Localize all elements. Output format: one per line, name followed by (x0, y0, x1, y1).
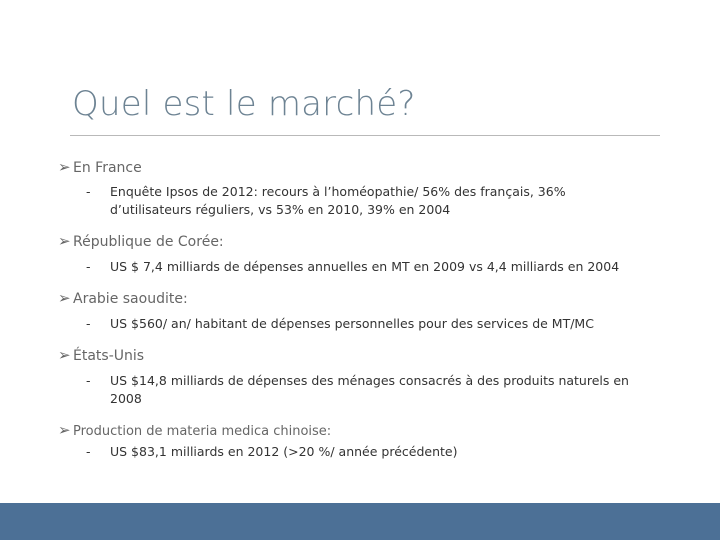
list-item-text: Enquête Ipsos de 2012: recours à l’homéopathie/ 56% des français, 36% d’utilisateurs réguliers, vs 53% en 2010, 39% en 2004 (110, 184, 566, 217)
section-heading-france (58, 160, 142, 176)
arrow-bullet-icon: ➢ (58, 421, 71, 439)
section-heading-label: Production de materia medica chinoise: (73, 424, 332, 439)
list-item (86, 183, 646, 219)
section-heading-materia-medica (58, 423, 331, 439)
footer-band (0, 503, 720, 540)
list-item-text: US $ 7,4 milliards de dépenses annuelles en MT en 2009 vs 4,4 milliards en 2004 (110, 259, 620, 274)
list-item (86, 258, 646, 276)
section-heading-arabie (58, 291, 188, 307)
arrow-bullet-icon: ➢ (58, 232, 71, 250)
dash-bullet: - (86, 316, 91, 331)
arrow-bullet-icon: ➢ (58, 346, 71, 364)
section-heading-label: États-Unis (73, 348, 145, 364)
list-item-text: US $560/ an/ habitant de dépenses personnelles pour des services de MT/MC (110, 316, 594, 331)
list-item (86, 443, 646, 461)
arrow-bullet-icon: ➢ (58, 289, 71, 307)
dash-bullet: - (86, 184, 91, 199)
arrow-bullet-icon: ➢ (58, 158, 71, 176)
dash-bullet: - (86, 259, 91, 274)
list-item-text: US $14,8 milliards de dépenses des ménages consacrés à des produits naturels en 2008 (110, 373, 629, 406)
section-heading-coree (58, 234, 224, 250)
list-item-text: US $83,1 milliards en 2012 (>20 %/ année précédente) (110, 444, 458, 459)
slide-title: Quel est le marché? (72, 84, 416, 124)
dash-bullet: - (86, 444, 91, 459)
section-heading-label: En France (73, 160, 142, 176)
dash-bullet: - (86, 373, 91, 388)
list-item (86, 372, 646, 408)
title-divider (70, 135, 660, 136)
section-heading-label: Arabie saoudite: (73, 291, 188, 307)
section-heading-label: République de Corée: (73, 234, 224, 250)
section-heading-etats-unis (58, 348, 144, 364)
list-item (86, 315, 646, 333)
